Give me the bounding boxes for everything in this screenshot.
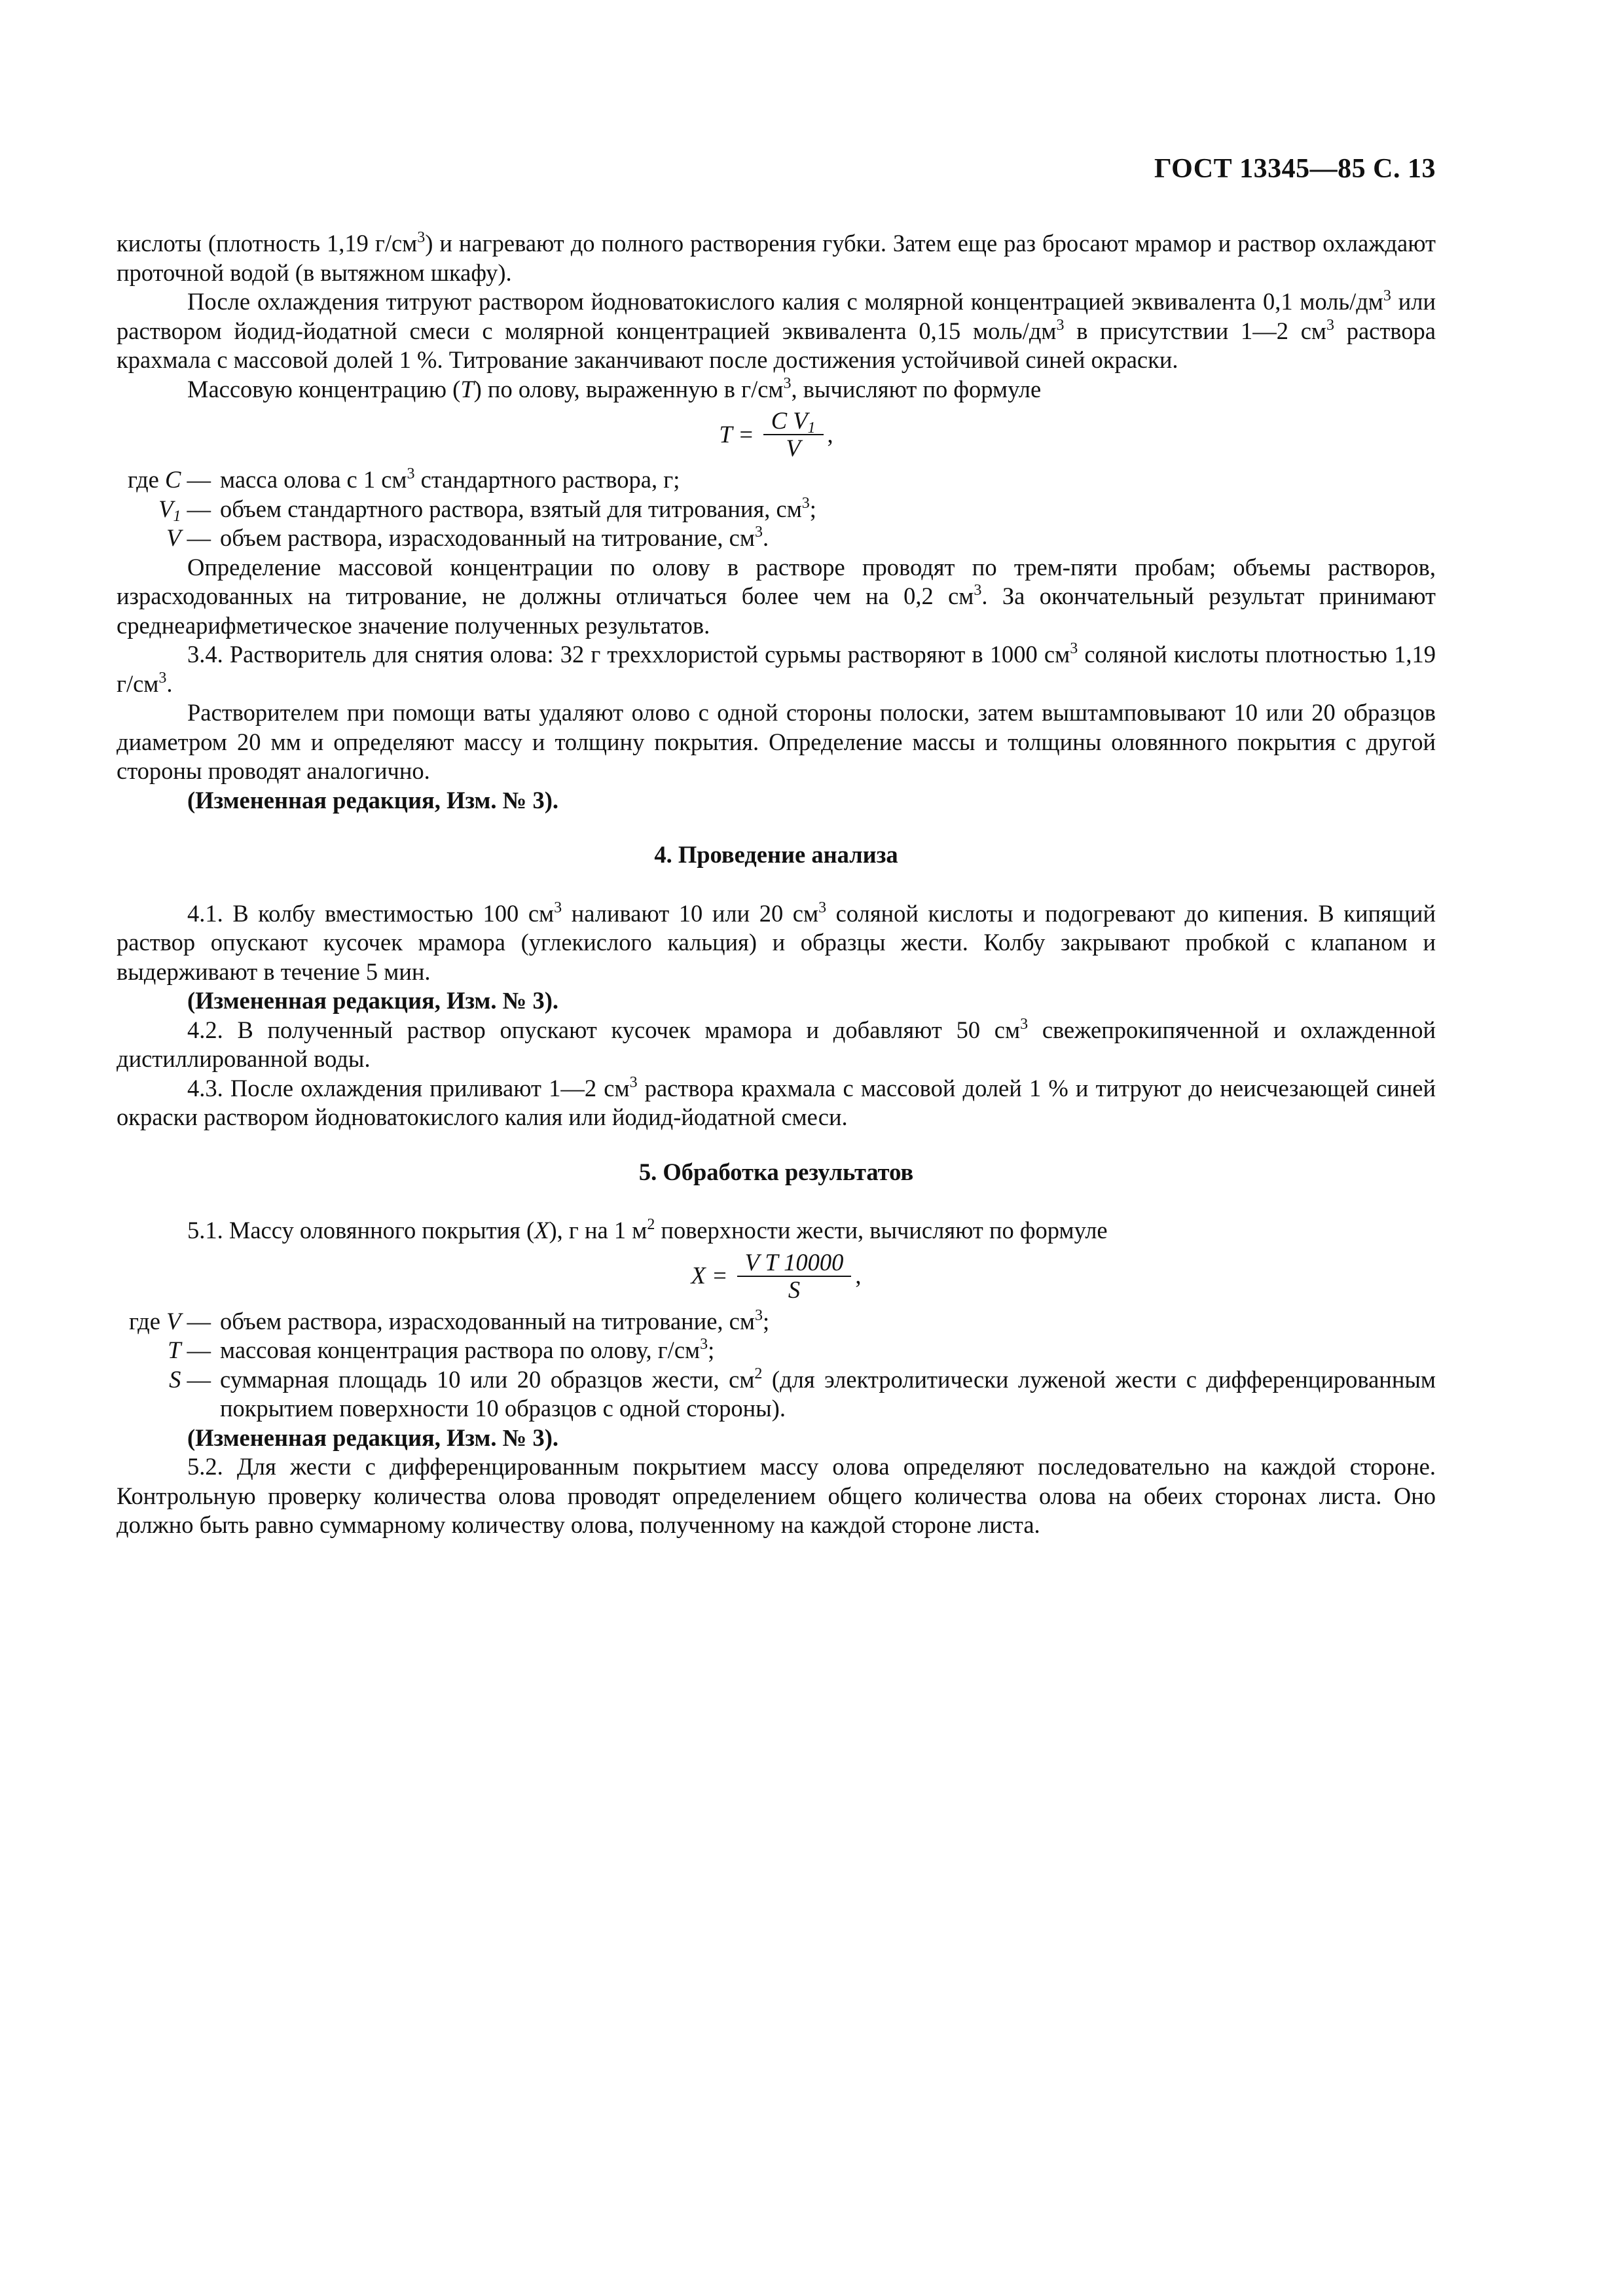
text-span: ; — [708, 1336, 715, 1363]
text-span: — — [181, 524, 211, 551]
superscript: 3 — [974, 582, 982, 599]
text-span: стандартного раствора, г; — [414, 466, 680, 493]
definitions-list-1 — [117, 465, 1436, 553]
text-span: ) и нагревают до полного растворения губки. Затем еще раз бросают мрамор и раствор охлаждают проточной водой (в вытяжном шкафу). — [117, 230, 1436, 286]
paragraph-4-3 — [117, 1074, 1436, 1132]
section-title-results: 5. Обработка результатов — [638, 1158, 914, 1185]
text-span: C V — [771, 407, 808, 434]
amendment-note: (Измененная редакция, Изм. № 3). — [187, 987, 558, 1014]
text-span: раствора крахмала с массовой долей 1 % и титруют до неисчезающей синей окраски раствором йодноватокислого калия или йодид-йодатной смеси. — [117, 1074, 1436, 1130]
formula-denominator: V — [786, 435, 801, 461]
formula-tail: , — [855, 1262, 862, 1289]
text-span: объем стандартного раствора, взятый для титрования, см — [220, 495, 802, 522]
paragraph-3-4 — [117, 640, 1436, 698]
definition-row — [117, 1336, 1436, 1365]
formula-lhs: T = — [719, 420, 754, 448]
definition-symbol — [117, 1307, 220, 1336]
text-span: После охлаждения титруют раствором йодноватокислого калия с молярной концентрацией эквивалента 0,1 моль/дм — [187, 288, 1383, 315]
text-span: . — [762, 524, 769, 551]
superscript: 3 — [1056, 316, 1065, 334]
definition-row — [117, 524, 1436, 553]
text-span: наливают 10 или 20 см — [562, 899, 819, 927]
document-body — [117, 229, 1436, 1540]
text-span: или раствором йодид-йодатной смеси с молярной концентрацией эквивалента 0,15 моль/дм — [117, 288, 1436, 344]
superscript: 3 — [158, 669, 167, 687]
text-span: 3.4. Растворитель для снятия олова: 32 г треххлористой сурьмы растворяют в 1000 см — [187, 641, 1070, 668]
definition-symbol — [117, 495, 220, 524]
text-span: объем раствора, израсходованный на титрование, см — [220, 524, 755, 551]
superscript: 3 — [754, 524, 763, 541]
paragraph-titration — [117, 287, 1436, 375]
amendment-note: (Измененная редакция, Изм. № 3). — [187, 786, 558, 814]
text-span: 4.1. В колбу вместимостью 100 см — [187, 899, 555, 927]
text-span: V — [166, 1307, 181, 1335]
paragraph-mass-concentration — [117, 375, 1436, 404]
definition-row — [117, 1307, 1436, 1336]
text-span: ; — [809, 495, 816, 522]
text-span: 4.3. После охлаждения приливают 1—2 см — [187, 1074, 630, 1102]
definition-text — [220, 1365, 1436, 1424]
paragraph-5-1 — [117, 1216, 1436, 1246]
text-span: раствора крахмала с массовой долей 1 %. Титрование заканчивают после достижения устойчивой синей окраски. — [117, 317, 1436, 373]
text-span: — — [181, 1307, 211, 1335]
definition-symbol — [117, 465, 220, 495]
text-span: — — [181, 495, 211, 522]
text-span: 4.2. В полученный раствор опускают кусочек мрамора и добавляют 50 см — [187, 1016, 1021, 1043]
variable: T — [460, 375, 474, 403]
superscript: 3 — [629, 1073, 638, 1091]
superscript: 3 — [818, 899, 827, 916]
text-span: . — [166, 670, 173, 697]
superscript: 3 — [700, 1336, 708, 1353]
formula-numerator — [763, 408, 824, 435]
text-span: , вычисляют по формуле — [791, 375, 1042, 403]
definition-row — [117, 465, 1436, 495]
text-span: объем раствора, израсходованный на титрование, см — [220, 1307, 755, 1335]
definition-symbol — [117, 524, 220, 553]
definition-text — [220, 495, 1436, 524]
definition-symbol — [117, 1365, 220, 1424]
text-span: — — [181, 466, 211, 493]
superscript: 3 — [1383, 287, 1391, 304]
text-span: ) по олову, выраженную в г/см — [473, 375, 784, 403]
formula-fraction — [763, 408, 824, 461]
superscript: 3 — [554, 899, 562, 916]
amendment-note: (Измененная редакция, Изм. № 3). — [187, 1424, 558, 1451]
definitions-list-2 — [117, 1307, 1436, 1424]
subscript: 1 — [807, 420, 816, 437]
paragraph-5-2: 5.2. Для жести с дифференцированным покрытием массу олова определяют последовательно на каждой стороне. Контрольную проверку количества олова проводят определением общего количества олова на обеих сторонах листа. Оно должно быть равно суммарному количеству олова, полученному на каждой стороне листа. — [117, 1453, 1436, 1538]
text-span: T — [168, 1336, 181, 1363]
paragraph-4-1 — [117, 899, 1436, 987]
text-span: соляной кислоты и подогревают до кипения. В кипящий раствор опускают кусочек мрамора (углекислого кальция) и образцы жести. Колбу закрывают пробкой с клапаном и выдерживают в течение 5 мин. — [117, 899, 1436, 985]
text-span: V — [158, 495, 173, 522]
definition-row — [117, 495, 1436, 524]
formula-concentration — [117, 405, 1436, 464]
definition-text — [220, 524, 1436, 553]
paragraph-4-2 — [117, 1016, 1436, 1074]
section-title-analysis: 4. Проведение анализа — [654, 841, 898, 868]
paragraph-determination — [117, 553, 1436, 641]
superscript: 3 — [407, 465, 415, 482]
text-span: ), г на 1 м — [549, 1217, 647, 1244]
text-span: Определение массовой концентрации по олову в растворе проводят по трем-пяти пробам; объемы растворов, израсходованных на титрование, не должны отличаться более чем на 0,2 см — [117, 553, 1436, 609]
definition-text — [220, 1336, 1436, 1365]
text-span: — — [181, 1336, 211, 1363]
definition-text — [220, 1307, 1436, 1336]
superscript: 3 — [417, 229, 426, 246]
formula-denominator: S — [788, 1276, 801, 1303]
text-span: Массовую концентрацию ( — [187, 375, 461, 403]
text-span: поверхности жести, вычисляют по формуле — [655, 1217, 1108, 1244]
superscript: 2 — [754, 1365, 763, 1382]
document-header: ГОСТ 13345—85 С. 13 — [1154, 154, 1436, 184]
text-span: V — [166, 524, 181, 551]
formula-lhs: X = — [691, 1262, 728, 1289]
text-span: массовая концентрация раствора по олову, г/см — [220, 1336, 701, 1363]
formula-coating-mass — [117, 1247, 1436, 1306]
paragraph-solvent-use: Растворителем при помощи ваты удаляют олово с одной стороны полоски, затем выштамповывают 10 или 20 образцов диаметром 20 мм и определяют массу и толщину покрытия. Определение массы и толщины оловянного покрытия с другой стороны проводят аналогично. — [117, 699, 1436, 784]
text-span: . За окончательный результат принимают среднеарифметическое значение полученных результатов. — [117, 583, 1436, 639]
text-span: кислоты (плотность 1,19 г/см — [117, 230, 418, 257]
text-span: C — [165, 466, 181, 493]
formula-numerator: V T 10000 — [737, 1249, 852, 1277]
text-span: где — [129, 1307, 167, 1335]
variable: X — [534, 1217, 549, 1244]
text-span: 5.1. Массу оловянного покрытия ( — [187, 1217, 535, 1244]
superscript: 3 — [754, 1306, 763, 1324]
text-span: суммарная площадь 10 или 20 образцов жести, см — [220, 1365, 755, 1393]
subscript: 1 — [173, 507, 181, 525]
text-span: — — [181, 1365, 211, 1393]
paragraph-acid-density — [117, 229, 1436, 287]
text-span: ; — [762, 1307, 770, 1335]
superscript: 3 — [1326, 316, 1334, 334]
formula-tail: , — [827, 420, 833, 448]
text-span: где — [127, 466, 166, 493]
text-span: в присутствии 1—2 см — [1064, 317, 1326, 344]
superscript: 3 — [1070, 640, 1078, 657]
superscript: 3 — [783, 374, 792, 392]
definition-text — [220, 465, 1436, 495]
text-span: S — [169, 1365, 181, 1393]
definition-row — [117, 1365, 1436, 1424]
text-span: (для электролитически луженой жести с дифференцированным покрытием поверхности 10 образцов с одной стороны). — [220, 1365, 1436, 1422]
superscript: 3 — [801, 494, 810, 512]
text-span: масса олова с 1 см — [220, 466, 407, 493]
definition-symbol — [117, 1336, 220, 1365]
superscript: 3 — [1020, 1015, 1029, 1033]
superscript: 2 — [647, 1216, 655, 1233]
formula-fraction — [737, 1249, 852, 1303]
text-span: соляной кислоты плотностью 1,19 г/см — [117, 641, 1436, 697]
text-span: свежепрокипяченной и охлажденной дистиллированной воды. — [117, 1016, 1436, 1072]
